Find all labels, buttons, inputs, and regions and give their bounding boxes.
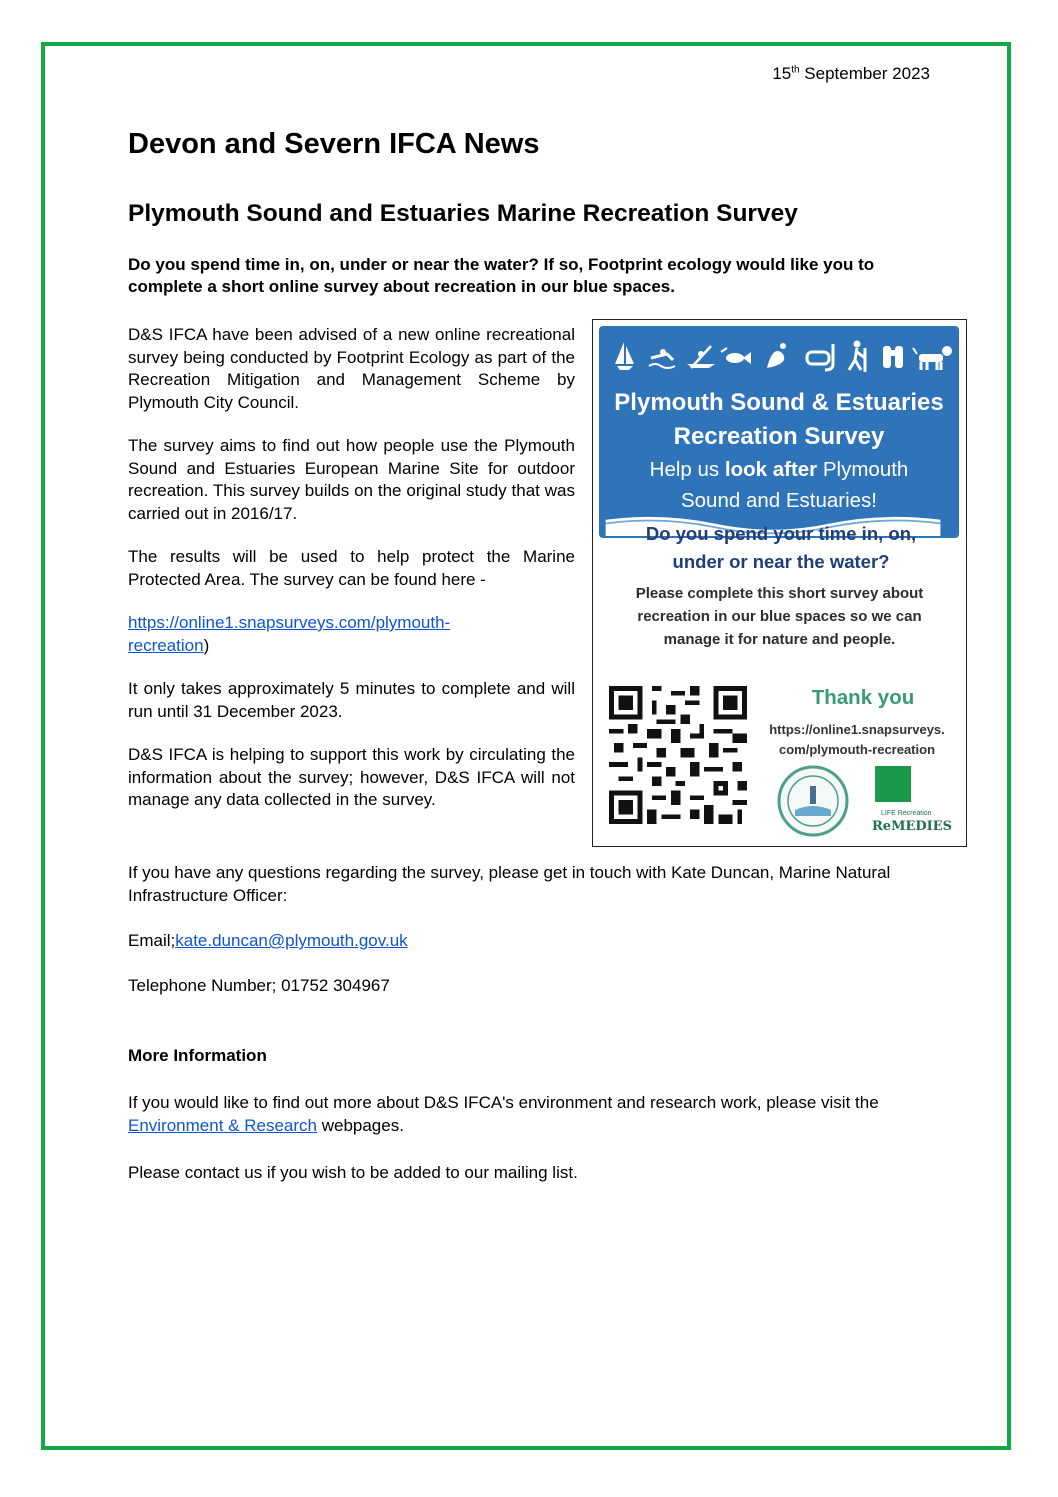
shell-icon bbox=[767, 343, 786, 368]
poster-url: https://online1.snapsurveys. com/plymouth-recreation bbox=[769, 722, 945, 757]
environment-research-link[interactable]: Environment & Research bbox=[128, 1115, 317, 1135]
article-column bbox=[128, 324, 575, 833]
plymouth-council-logo bbox=[875, 766, 911, 802]
sailboat-icon bbox=[615, 342, 634, 370]
results-paragraph: The results will be used to help protect the Marine Protected Area. The survey can be found here - bbox=[128, 547, 575, 589]
survey-link-paragraph: https://online1.snapsurveys.com/plymouth- recreation) bbox=[128, 613, 451, 655]
questions-paragraph: If you have any questions regarding the survey, please get in touch with Kate Duncan, Marine Natural Infrastructure Officer: bbox=[128, 863, 891, 905]
kayak-icon bbox=[687, 346, 715, 368]
hiker-icon bbox=[849, 341, 865, 373]
swimmer-icon bbox=[649, 349, 675, 368]
poster-question: Do you spend your time in, on, under or near the water? bbox=[645, 523, 917, 572]
more-info-heading: More Information bbox=[128, 1046, 267, 1065]
poster-title: Plymouth Sound & Estuaries Recreation Survey bbox=[614, 389, 944, 450]
telephone-line: Telephone Number; 01752 304967 bbox=[128, 976, 390, 995]
email-line: Email;kate.duncan@plymouth.gov.uk bbox=[128, 931, 408, 950]
snorkel-icon bbox=[807, 344, 833, 370]
survey-link[interactable]: https://online1.snapsurveys.com/plymouth- recreation bbox=[128, 613, 451, 655]
binoculars-icon bbox=[883, 346, 903, 368]
date: 15th September 2023 bbox=[772, 64, 930, 83]
support-paragraph: D&S IFCA is helping to support this work by circulating the information about the survey; however, D&S IFCA will not manage any data collected in the survey. bbox=[128, 745, 575, 809]
qr-code[interactable] bbox=[609, 686, 747, 824]
lead-paragraph: Do you spend time in, on, under or near the water? If so, Footprint ecology would like you to complete a short online survey about recreation in our blue spaces. bbox=[128, 255, 875, 296]
intro-paragraph: D&S IFCA have been advised of a new online recreational survey being conducted by Footprint Ecology as part of the Recreation Mitigation and Management Scheme by Plymouth City Council. bbox=[128, 325, 575, 412]
poster-help-text: Help us look after Plymouth Sound and Estuaries! bbox=[649, 458, 909, 512]
seal-logo bbox=[773, 764, 853, 838]
poster-body: Please complete this short survey about recreation in our blue spaces so we can manage it for nature and people. bbox=[635, 585, 924, 648]
article-title: Plymouth Sound and Estuaries Marine Recreation Survey bbox=[128, 200, 798, 227]
email-link[interactable]: kate.duncan@plymouth.gov.uk bbox=[175, 931, 408, 950]
remedies-caption: LIFE Recreation bbox=[881, 810, 932, 817]
activity-icons bbox=[607, 338, 957, 374]
remedies-logo: ReMEDIES bbox=[872, 819, 953, 834]
more-info-paragraph: If you would like to find out more about D&S IFCA's environment and research work, please visit the Environment & Research webpages. bbox=[128, 1093, 879, 1135]
mailing-list-paragraph: Please contact us if you wish to be added to our mailing list. bbox=[128, 1163, 578, 1182]
page-title: Devon and Severn IFCA News bbox=[128, 128, 540, 160]
duration-paragraph: It only takes approximately 5 minutes to complete and will run until 31 December 2023. bbox=[128, 679, 575, 721]
poster-thank-you: Thank you bbox=[811, 686, 915, 709]
aims-paragraph: The survey aims to find out how people use the Plymouth Sound and Estuaries European Marine Site for outdoor recreation. This survey builds on the original study that was carried out in 2016/17. bbox=[128, 436, 575, 523]
fish-icon bbox=[721, 348, 751, 364]
survey-poster bbox=[592, 319, 967, 847]
dog-icon bbox=[913, 346, 952, 370]
